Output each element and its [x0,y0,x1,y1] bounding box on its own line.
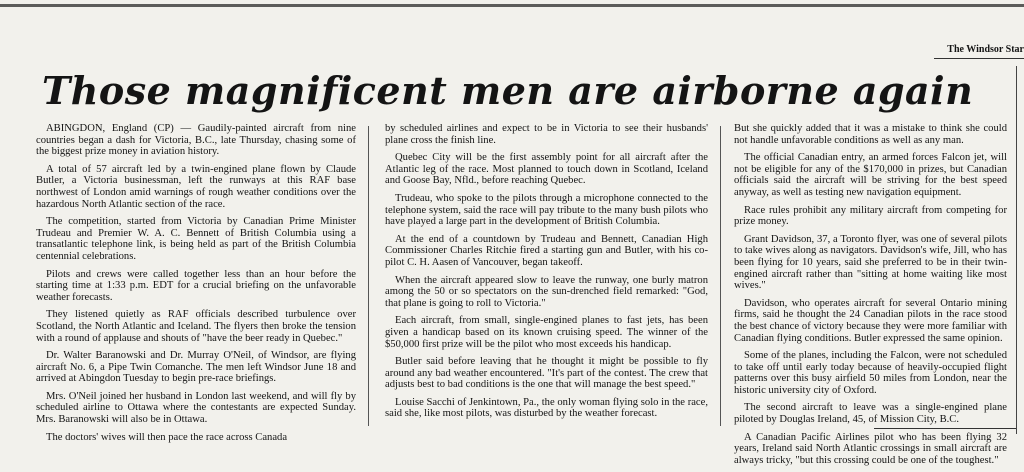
headline: Those magnificent men are airborne again [42,68,974,113]
paragraph: Mrs. O'Neil joined her husband in London last weekend, and will fly by scheduled airline to Ottawa where the contestants are expected Sunday. Mrs. Baranowski will also be in Ottawa. [36,390,356,426]
paragraph: Quebec City will be the first assembly point for all aircraft after the Atlantic leg of the race. Most planned to touch down in Scotland, Iceland and Goose Bay, Nfld., before reaching Quebec. [385,152,708,187]
paragraph: Some of the planes, including the Falcon, were not scheduled to take off until early today because of heavily-occupied flight patterns over this busy airfield 50 miles from London, near the historic university city of Oxford. [734,350,1007,396]
paragraph: The second aircraft to leave was a single-engined plane piloted by Douglas Ireland, 45, of Mission City, B.C. [734,402,1007,426]
paragraph: The doctors' wives will then pace the race across Canada [46,431,288,443]
paragraph: Dr. Walter Baranowski and Dr. Murray O'Neil, of Windsor, are flying aircraft No. 6, a Pipe Twin Comanche. The men left Windsor June 18 and arrived at Abingdon Tuesday to begin pre-race briefings. [36,350,356,385]
paragraph: Each aircraft, from small, single-engined planes to fast jets, has been given a handicap based on its known cruising speed. The winner of the $50,000 first prize will be the pilot who most exceeds his handicap. [385,315,708,350]
paragraph: Butler said before leaving that he thought it might be possible to fly around any bad weather encountered. "It's part of the contest. The crew that adjusts best to bad conditions is the one that will manage the best speed." [385,356,708,391]
paragraph: The competition, started from Victoria by Canadian Prime Minister Trudeau and Premier W. A. C. Bennett of British Columbia using a transatlantic telephone link, is being held as part of the British Columbia centennial celebrations. [36,216,356,262]
paragraph: Grant Davidson, 37, a Toronto flyer, was one of several pilots to take wives along as navigators. Davidson's wife, Jill, who has been flying for 10 years, said she preferred to be in their twin-engined aircraft rather than "sitting at home waiting like most wives." [734,233,1007,292]
paragraph: Louise Sacchi of Jenkintown, Pa., the only woman flying solo in the race, said she, like most pilots, was disturbed by the weather forecast. [385,396,708,420]
paragraph: A Canadian Pacific Airlines pilot who has been flying 32 years, Ireland said North Atlantic crossings in small aircraft are always tricky, "but this crossing could be one of the toughest." [734,431,1007,466]
article-column-1 [36,123,356,449]
paragraph: When the aircraft appeared slow to leave the runway, one burly matron among the 50 or so spectators on the sun-drenched field remarked: "God, that plane is going to roll to Victoria." [385,274,708,309]
paragraph: They listened quietly as RAF officials described turbulence over Scotland, the North Atlantic and Iceland. The flyers then broke the tension with a round of applause and shouts of "have the beer ready in Quebec." [36,309,356,344]
paragraph: A total of 57 aircraft led by a twin-engined plane flown by Claude Butler, a Victoria businessman, left the runways at this RAF base northwest of London amid warnings of rough weather conditions over the hazardous North Atlantic section of the race. [36,163,356,210]
article-column-3 [734,123,1007,472]
paragraph: Trudeau, who spoke to the pilots through a microphone connected to the telephone system, said the race will pay tribute to the many bush pilots who have played a large part in the development of British Columbia. [385,192,708,228]
paragraph: Race rules prohibit any military aircraft from competing for prize money. [734,204,1007,228]
article-column-2 [385,123,708,426]
paragraph: by scheduled airlines and expect to be in Victoria to see their husbands' plane cross the finish line. [385,123,708,146]
column-divider [720,126,721,426]
bottom-rule [874,428,1016,429]
paragraph: At the end of a countdown by Trudeau and Bennett, Canadian High Commissioner Charles Ritchie fired a starting gun and Butler, with his co-pilot C. H. Aasen of Vancouver, began takeoff. [385,233,708,268]
paragraph: But she quickly added that it was a mistake to think she could not handle unfavorable conditions as well as any man. [734,123,1007,146]
paragraph: ABINGDON, England (CP) — Gaudily-painted aircraft from nine countries began a dash for Victoria, B.C., late Thursday, chasing some of the biggest prize money in aviation history. [36,123,356,158]
source-tag-rule [934,58,1024,59]
source-tag: The Windsor Star [947,44,1024,55]
right-edge-rule [1016,66,1017,434]
top-rule [0,4,1024,7]
paragraph: Pilots and crews were called together less than an hour before the starting time at 1:33 p.m. EDT for a crucial briefing on the unfavorable weather forecasts. [36,268,356,303]
paragraph: The official Canadian entry, an armed forces Falcon jet, will not be eligible for any of the $170,000 in prizes, but Canadian officials said the aircraft will be striving for the best speed anyway, as well as testing new navigation equipment. [734,152,1007,198]
column-divider [368,126,369,426]
paragraph: Davidson, who operates aircraft for several Ontario mining firms, said he thought the 24 Canadian pilots in the race stood the best chance of victory because they were more familiar with Canadian flying conditions. Butler expressed the same opinion. [734,297,1007,344]
